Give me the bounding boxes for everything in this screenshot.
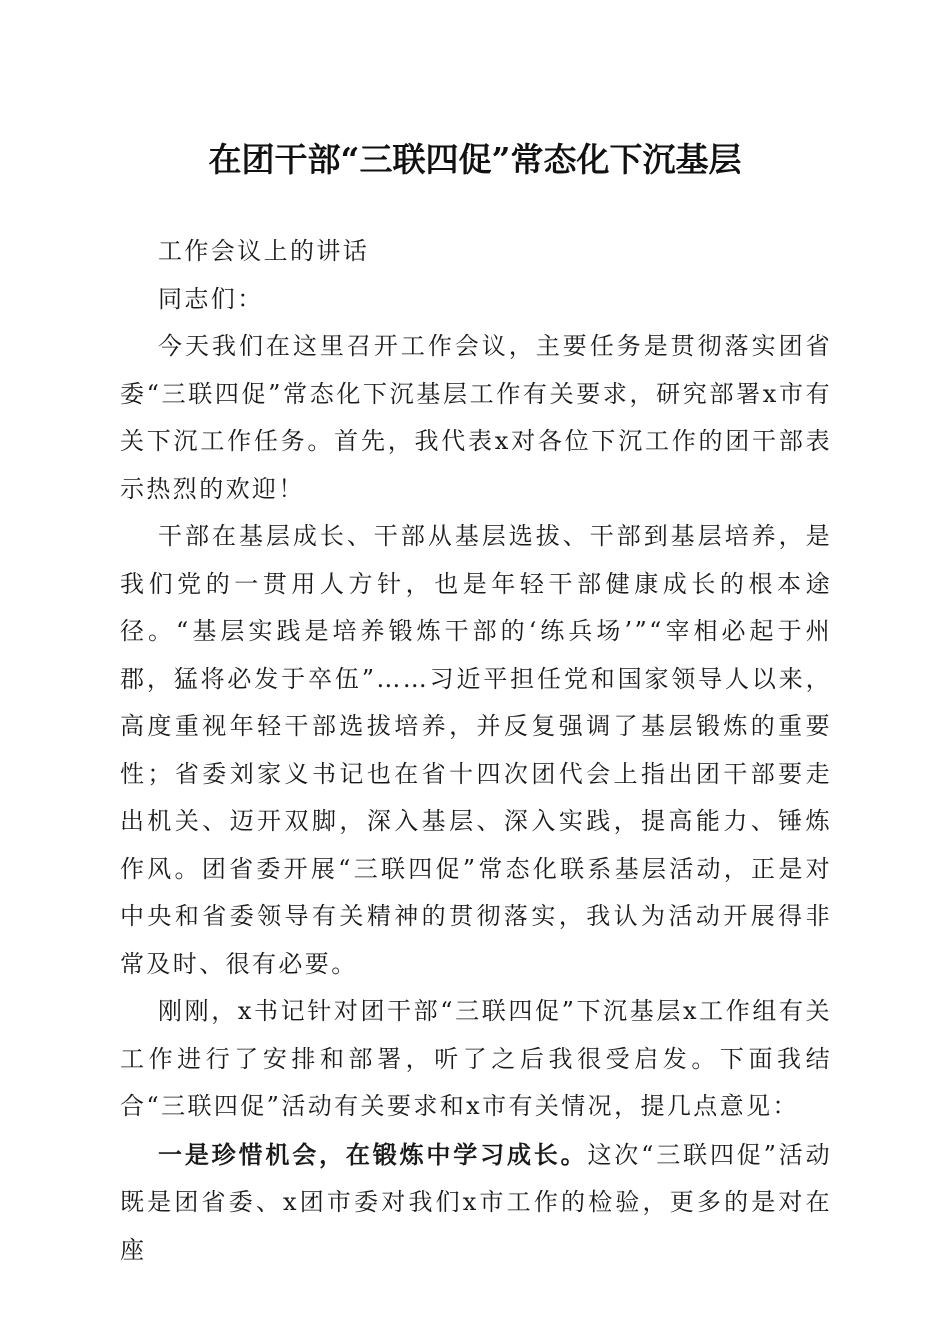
paragraph-2-text: 干部在基层成长、干部从基层选拔、干部到基层培养，是我们党的一贯用人方针，也是年轻干部健康成长的根本途径。“基层实践是培养锻炼干部的‘练兵场’”“宰相必起于州郡，猛将必发于卒伍”……习近平担任党和国家领导人以来，高度重视年轻干部选拔培养，并反复强调了基层锻炼的重要性；省委刘家义书记也在省十四次团代会上指出团干部要走出机关、迈开双脚，深入基层、深入实践，提高能力、锤炼作风。团省委开展“三联四促”常态化联系基层活动，正是对中央和省委领导有关精神的贯彻落实，我认为活动开展得非常及时、很有必要。 — [120, 522, 832, 978]
document-body — [120, 228, 832, 1274]
paragraph-1-text: 今天我们在这里召开工作会议，主要任务是贯彻落实团省委“三联四促”常态化下沉基层工作有关要求，研究部署x市有关下沉工作任务。首先，我代表x对各位下沉工作的团干部表示热烈的欢迎！ — [120, 332, 832, 503]
paragraph-1 — [120, 323, 832, 513]
paragraph-4 — [120, 1131, 832, 1275]
paragraph-3 — [120, 988, 832, 1131]
document-title: 在团干部“三联四促”常态化下沉基层 — [208, 140, 742, 179]
paragraph-2 — [120, 513, 832, 988]
paragraph-4-text: 这次“三联四促”活动既是团省委、x团市委对我们x市工作的检验，更多的是对在座 — [120, 1140, 832, 1264]
salutation: 同志们： — [158, 284, 264, 313]
subtitle-line: 工作会议上的讲话 — [158, 237, 370, 265]
paragraph-4-lead: 一是珍惜机会，在锻炼中学习成长。 — [158, 1139, 588, 1169]
paragraph-3-text: 刚刚，x书记针对团干部“三联四促”下沉基层x工作组有关工作进行了安排和部署，听了之后我很受启发。下面我结合“三联四促”活动有关要求和x市有关情况，提几点意见： — [120, 997, 832, 1120]
